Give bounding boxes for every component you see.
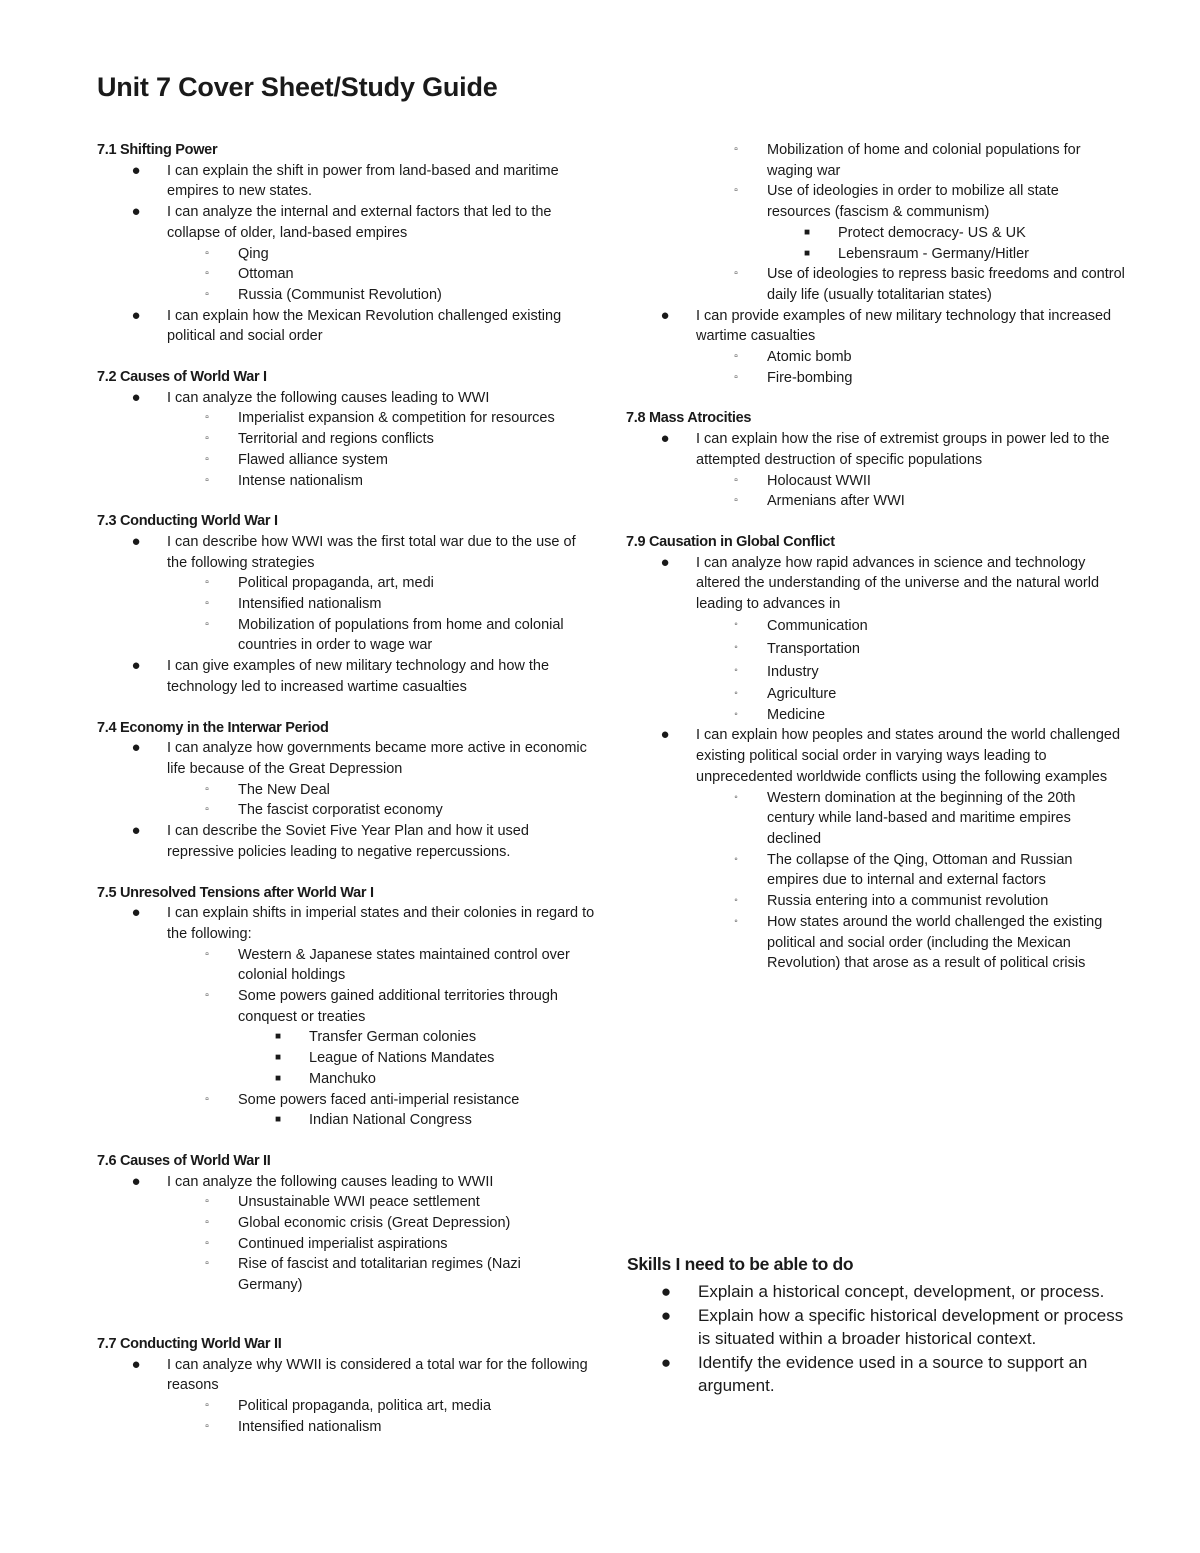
sub-list-item: ◦ Transportation — [626, 638, 1126, 661]
sub-bullet-icon: ▫ — [205, 618, 209, 630]
sub-list-item: ▫ Some powers gained additional territories through conquest or treaties — [97, 986, 597, 1027]
sub-list-item: ◦ Agriculture — [626, 684, 1126, 705]
section-heading: 7.7 Conducting World War II — [97, 1335, 282, 1352]
sub-list-item: ▫ Unsustainable WWI peace settlement — [97, 1192, 597, 1213]
sub-bullet-icon: ▫ — [734, 144, 738, 155]
sub-list-item: ▫ Political propaganda, art, medi — [97, 573, 597, 594]
sub-list-item: ◦ Western domination at the beginning of the 20th century while land-based and maritime empires declined — [626, 788, 1126, 850]
list-item: ● I can explain how the Mexican Revolution challenged existing political and social order — [97, 306, 597, 347]
sub-list-item: ▫ Armenians after WWI — [626, 491, 1126, 512]
sub-bullet-icon: ▫ — [205, 1217, 209, 1229]
sub-sub-list-item: ■ Protect democracy- US & UK — [626, 223, 1126, 244]
sub-list-item: ◦ The collapse of the Qing, Ottoman and Russian empires due to internal and external factors — [626, 850, 1126, 891]
sub-list-item: ◦ Russia entering into a communist revolution — [626, 891, 1126, 912]
section-7-8 — [626, 408, 1126, 512]
sub-bullet-icon: ▫ — [205, 412, 209, 424]
section-heading: 7.4 Economy in the Interwar Period — [97, 719, 329, 736]
bullet-icon: ● — [131, 657, 141, 675]
bullet-icon: ● — [131, 822, 141, 840]
sub-list-item: ▫ Ottoman — [97, 264, 597, 285]
sub-list-item: ◦ Communication — [626, 615, 1126, 638]
sub-bullet-icon: ▫ — [205, 474, 209, 486]
section-7-6 — [97, 1151, 597, 1296]
sub-list-item: ▫ Russia (Communist Revolution) — [97, 285, 597, 306]
section-7-4 — [97, 718, 597, 863]
bullet-icon: ● — [131, 739, 141, 757]
sub-bullet-icon: ▫ — [734, 185, 738, 197]
sub-list-item: ▫ Qing — [97, 244, 597, 265]
sub-list-item: ▫ Mobilization of home and colonial populations for waging war — [626, 140, 1126, 181]
sub-bullet-icon: ▫ — [734, 495, 738, 507]
sub-list-item: ▫ Flawed alliance system — [97, 450, 597, 471]
sub-list-item: ▫ Global economic crisis (Great Depression) — [97, 1213, 597, 1234]
bullet-icon: ● — [131, 203, 141, 221]
sub-sub-list-item: ■ Indian National Congress — [97, 1110, 597, 1131]
page-title: Unit 7 Cover Sheet/Study Guide — [97, 72, 498, 102]
list-item: ● I can describe the Soviet Five Year Plan and how it used repressive policies leading to negative repercussions. — [97, 821, 597, 862]
list-item: ● I can analyze how governments became more active in economic life because of the Great Depression — [97, 738, 597, 779]
sub-bullet-icon: ▫ — [205, 1196, 209, 1208]
list-item: ● I can analyze the following causes leading to WWII — [97, 1172, 597, 1193]
sub-bullet-icon: ▫ — [205, 948, 209, 960]
bullet-icon: ● — [660, 306, 670, 324]
bullet-icon: ● — [131, 904, 141, 922]
list-item: ● I can analyze the internal and external factors that led to the collapse of older, land-based empires — [97, 202, 597, 243]
bullet-icon: ● — [660, 430, 670, 448]
list-item: ● I can give examples of new military technology and how the technology led to increased wartime casualties — [97, 656, 597, 697]
section-heading: 7.6 Causes of World War II — [97, 1152, 271, 1169]
sub-sub-list-item: ■ Transfer German colonies — [97, 1027, 597, 1048]
sub-list-item: ▫ Political propaganda, politica art, media — [97, 1396, 597, 1417]
bullet-icon: ● — [131, 306, 141, 324]
bullet-icon: ● — [131, 532, 141, 550]
skills-section — [627, 1252, 1127, 1398]
square-bullet-icon: ■ — [274, 1031, 282, 1043]
sub-list-item: ▫ Some powers faced anti-imperial resistance — [97, 1090, 597, 1111]
sub-bullet-icon: ▫ — [205, 804, 209, 816]
sub-bullet-icon: ▫ — [205, 268, 209, 280]
sub-bullet-icon: ◦ — [734, 618, 738, 630]
sub-bullet-icon: ▫ — [205, 577, 209, 589]
section-7-7 — [97, 1334, 597, 1438]
bullet-icon: ● — [131, 388, 141, 406]
sub-list-item: ▫ The New Deal — [97, 780, 597, 801]
section-heading: 7.5 Unresolved Tensions after World War I — [97, 884, 374, 901]
sub-bullet-icon: ◦ — [734, 791, 738, 803]
section-heading: 7.1 Shifting Power — [97, 142, 218, 158]
section-7-3 — [97, 511, 597, 697]
list-item: ● I can explain the shift in power from land-based and maritime empires to new states. — [97, 161, 597, 202]
bullet-icon: ● — [131, 1172, 141, 1190]
sub-bullet-icon: ▫ — [205, 288, 209, 300]
left-column — [97, 140, 597, 1457]
section-7-1 — [97, 140, 597, 347]
square-bullet-icon: ■ — [803, 226, 811, 238]
square-bullet-icon: ■ — [803, 247, 811, 259]
sub-list-item: ▫ Use of ideologies to repress basic freedoms and control daily life (usually totalitarian states) — [626, 264, 1126, 305]
right-column — [626, 140, 1126, 994]
section-heading: 7.2 Causes of World War I — [97, 369, 267, 386]
bullet-icon: ● — [131, 161, 141, 179]
sub-sub-list-item: ■ League of Nations Mandates — [97, 1048, 597, 1069]
skill-item: ● Explain a historical concept, development, or process. — [627, 1280, 1127, 1304]
square-bullet-icon: ■ — [274, 1072, 282, 1084]
list-item: ● I can analyze how rapid advances in science and technology altered the understanding of the universe and the natural world leading to advances in — [626, 553, 1126, 615]
sub-sub-list-item: ■ Lebensraum - Germany/Hitler — [626, 244, 1126, 265]
sub-list-item: ◦ How states around the world challenged the existing political and social order (including the Mexican Revolution) that arose as a result of political crisis — [626, 912, 1126, 974]
section-7-9 — [626, 532, 1126, 974]
sub-bullet-icon: ◦ — [734, 915, 738, 927]
sub-bullet-icon: ◦ — [734, 708, 738, 720]
square-bullet-icon: ■ — [274, 1052, 282, 1064]
section-7-5 — [97, 883, 597, 1131]
sub-list-item: ◦ Industry — [626, 661, 1126, 684]
sub-bullet-icon: ◦ — [734, 895, 738, 907]
list-item: ● I can explain how the rise of extremist groups in power led to the attempted destruction of specific populations — [626, 429, 1126, 470]
sub-bullet-icon: ▫ — [734, 371, 738, 383]
sub-list-item: ▫ Atomic bomb — [626, 347, 1126, 368]
list-item: ● I can explain shifts in imperial states and their colonies in regard to the following: — [97, 903, 597, 944]
bullet-icon: ● — [660, 1305, 672, 1325]
sub-bullet-icon: ▫ — [734, 351, 738, 363]
sub-bullet-icon: ▫ — [205, 247, 209, 259]
bullet-icon: ● — [131, 1355, 141, 1373]
section-heading: 7.8 Mass Atrocities — [626, 410, 752, 427]
list-item: ● I can analyze why WWII is considered a total war for the following reasons — [97, 1355, 597, 1396]
sub-list-item: ▫ Intense nationalism — [97, 471, 597, 492]
sub-bullet-icon: ▫ — [205, 1093, 209, 1105]
sub-bullet-icon: ▫ — [205, 433, 209, 445]
sub-bullet-icon: ▫ — [205, 1237, 209, 1249]
sub-list-item: ▫ Holocaust WWII — [626, 471, 1126, 492]
sub-bullet-icon: ◦ — [734, 664, 738, 676]
sub-list-item: ▫ Intensified nationalism — [97, 1417, 597, 1438]
sub-list-item: ▫ Rise of fascist and totalitarian regimes (Nazi Germany) — [97, 1254, 597, 1295]
section-heading: 7.3 Conducting World War I — [97, 513, 278, 530]
sub-list-item: ▫ Use of ideologies in order to mobilize all state resources (fascism & communism) — [626, 181, 1126, 222]
sub-bullet-icon: ▫ — [205, 453, 209, 465]
sub-list-item: ▫ Continued imperialist aspirations — [97, 1234, 597, 1255]
list-item: ● I can analyze the following causes leading to WWI — [97, 388, 597, 409]
sub-bullet-icon: ◦ — [734, 853, 738, 865]
sub-bullet-icon: ▫ — [205, 990, 209, 1002]
bullet-icon: ● — [660, 553, 670, 571]
section-7-2 — [97, 367, 597, 491]
list-item: ● I can provide examples of new military technology that increased wartime casualties — [626, 306, 1126, 347]
section-7-7-continued — [626, 140, 1126, 388]
sub-list-item: ▫ Western & Japanese states maintained control over colonial holdings — [97, 945, 597, 986]
sub-list-item: ▫ Territorial and regions conflicts — [97, 429, 597, 450]
skill-item: ● Identify the evidence used in a source to support an argument. — [660, 1352, 1088, 1395]
sub-bullet-icon: ▫ — [205, 1399, 209, 1411]
bullet-icon: ● — [660, 1282, 672, 1301]
sub-bullet-icon: ▫ — [734, 268, 738, 280]
sub-list-item: ◦ Medicine — [626, 705, 1126, 726]
sub-bullet-icon: ▫ — [205, 783, 209, 795]
list-item: ● I can describe how WWI was the first total war due to the use of the following strategies — [97, 532, 597, 573]
bullet-icon: ● — [660, 1352, 672, 1372]
sub-bullet-icon: ▫ — [205, 1420, 209, 1432]
sub-list-item: ▫ Fire-bombing — [626, 368, 1126, 389]
sub-list-item: ▫ Intensified nationalism — [97, 594, 597, 615]
sub-bullet-icon: ▫ — [205, 598, 209, 610]
sub-bullet-icon: ◦ — [734, 687, 738, 699]
sub-bullet-icon: ◦ — [734, 641, 738, 653]
skill-item: ● Explain how a specific historical development or process is situated within a broader historical context. — [660, 1305, 1124, 1348]
sub-list-item: ▫ The fascist corporatist economy — [97, 800, 597, 821]
skills-heading: Skills I need to be able to do — [627, 1254, 854, 1274]
sub-bullet-icon: ▫ — [205, 1258, 209, 1270]
sub-list-item: ▫ Mobilization of populations from home and colonial countries in order to wage war — [97, 615, 597, 656]
sub-bullet-icon: ▫ — [734, 474, 738, 486]
bullet-icon: ● — [660, 726, 670, 744]
sub-list-item: ▫ Imperialist expansion & competition for resources — [97, 408, 597, 429]
sub-sub-list-item: ■ Manchuko — [97, 1069, 597, 1090]
list-item: ● I can explain how peoples and states around the world challenged existing political social order in varying ways leading to unprecedented worldwide conflicts using the following examples — [626, 725, 1126, 787]
square-bullet-icon: ■ — [274, 1114, 282, 1126]
section-heading: 7.9 Causation in Global Conflict — [626, 533, 835, 550]
